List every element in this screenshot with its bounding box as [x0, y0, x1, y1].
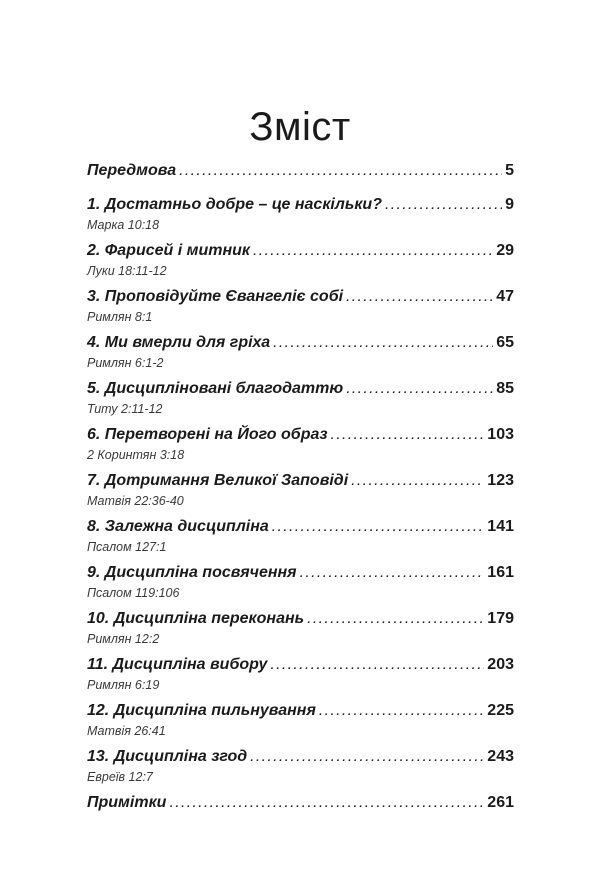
spacer [87, 816, 514, 823]
toc-entry[interactable] [87, 697, 514, 743]
toc-entry-page-number: 261 [487, 794, 514, 811]
toc-entry-scripture-reference: Матвія 22:36-40 [87, 494, 184, 508]
toc-entry-page-number: 203 [487, 656, 514, 673]
toc-entry-scripture-reference: Римлян 12:2 [87, 632, 160, 646]
toc-entry-page-number: 5 [505, 162, 514, 179]
toc-entry-scripture-reference: Луки 18:11-12 [87, 264, 167, 278]
toc-entry-title: 13. Дисципліна згод [87, 748, 248, 765]
toc-entry[interactable] [87, 157, 514, 191]
toc-entry-scripture-reference: Псалом 119:106 [87, 586, 180, 600]
toc-entry-line [87, 237, 514, 264]
toc-entry-title: 8. Залежна дисципліна [87, 518, 269, 535]
toc-entry-line [87, 191, 514, 218]
toc-entry-line [87, 559, 514, 586]
toc-entry-line [87, 329, 514, 356]
toc-entry-scripture-reference: Псалом 127:1 [87, 540, 167, 554]
toc-entry-page-number: 65 [496, 334, 514, 351]
dot-leader [307, 605, 484, 632]
toc-entry[interactable] [87, 329, 514, 375]
toc-entry[interactable] [87, 743, 514, 789]
toc-entry-title: 9. Дисципліна посвячення [87, 564, 297, 581]
toc-entry-page-number: 179 [487, 610, 514, 627]
toc-entry[interactable] [87, 559, 514, 605]
dot-leader [169, 789, 484, 816]
toc-entry-scripture-reference: Римлян 8:1 [87, 310, 153, 324]
dot-leader [346, 283, 493, 310]
toc-entry-page-number: 141 [487, 518, 514, 535]
dot-leader [253, 237, 493, 264]
dot-leader [331, 421, 485, 448]
toc-entry[interactable] [87, 789, 514, 823]
toc-entry-line [87, 467, 514, 494]
toc-entry[interactable] [87, 237, 514, 283]
toc-entry-title: 5. Дисципліновані благодаттю [87, 380, 344, 397]
spacer [87, 184, 514, 191]
toc-entry-title: 7. Дотримання Великої Заповіді [87, 472, 349, 489]
toc-entry-scripture-reference: Римлян 6:19 [87, 678, 160, 692]
page-title: Зміст [249, 104, 351, 149]
toc-entry-line [87, 651, 514, 678]
dot-leader [385, 191, 502, 218]
toc-entry-page-number: 243 [487, 748, 514, 765]
toc-entry-title: 1. Достатньо добре – це наскільки? [87, 196, 382, 213]
toc-entry-title: 4. Ми вмерли для гріха [87, 334, 271, 351]
toc-entry-title: 10. Дисципліна переконань [87, 610, 305, 627]
dot-leader [300, 559, 485, 586]
toc-entry-line [87, 605, 514, 632]
toc-entry-title: 11. Дисципліна вибору [87, 656, 268, 673]
dot-leader [272, 513, 485, 540]
dot-leader [179, 157, 502, 184]
toc-entry-line [87, 375, 514, 402]
toc-entry-line [87, 513, 514, 540]
toc-entry[interactable] [87, 421, 514, 467]
dot-leader [273, 329, 493, 356]
dot-leader [351, 467, 484, 494]
toc-entry[interactable] [87, 605, 514, 651]
toc-entry[interactable] [87, 467, 514, 513]
toc-entry-title: 12. Дисципліна пильнування [87, 702, 316, 719]
toc-entry-page-number: 9 [505, 196, 514, 213]
toc-entry[interactable] [87, 651, 514, 697]
toc-entry-scripture-reference: Матвія 26:41 [87, 724, 166, 738]
toc-entry-title: Примітки [87, 794, 167, 811]
toc-entry[interactable] [87, 191, 514, 237]
toc-entry-title: 3. Проповідуйте Євангеліє собі [87, 288, 344, 305]
toc-entry[interactable] [87, 375, 514, 421]
toc-entry-scripture-reference: Марка 10:18 [87, 218, 160, 232]
toc-entry[interactable] [87, 513, 514, 559]
toc-entry-line [87, 421, 514, 448]
toc-entry-title: 2. Фарисей і митник [87, 242, 251, 259]
dot-leader [270, 651, 484, 678]
toc-entry-scripture-reference: Титу 2:11-12 [87, 402, 163, 416]
toc-entry[interactable] [87, 283, 514, 329]
toc-entry-page-number: 225 [487, 702, 514, 719]
toc-entry-line [87, 697, 514, 724]
toc-entry-title: Передмова [87, 162, 177, 179]
toc-entry-scripture-reference: 2 Коринтян 3:18 [87, 448, 185, 462]
toc-entry-page-number: 161 [487, 564, 514, 581]
toc-entry-line [87, 157, 514, 184]
toc-entry-line [87, 743, 514, 770]
dot-leader [319, 697, 484, 724]
toc-entry-page-number: 47 [496, 288, 514, 305]
toc-entry-page-number: 29 [496, 242, 514, 259]
table-of-contents [87, 157, 514, 823]
toc-entry-line [87, 283, 514, 310]
toc-entry-scripture-reference: Евреїв 12:7 [87, 770, 153, 784]
dot-leader [250, 743, 484, 770]
toc-entry-title: 6. Перетворені на Його образ [87, 426, 328, 443]
toc-entry-page-number: 85 [496, 380, 514, 397]
toc-entry-line [87, 789, 514, 816]
toc-entry-scripture-reference: Римлян 6:1-2 [87, 356, 164, 370]
toc-entry-page-number: 123 [487, 472, 514, 489]
dot-leader [346, 375, 493, 402]
toc-entry-page-number: 103 [487, 426, 514, 443]
